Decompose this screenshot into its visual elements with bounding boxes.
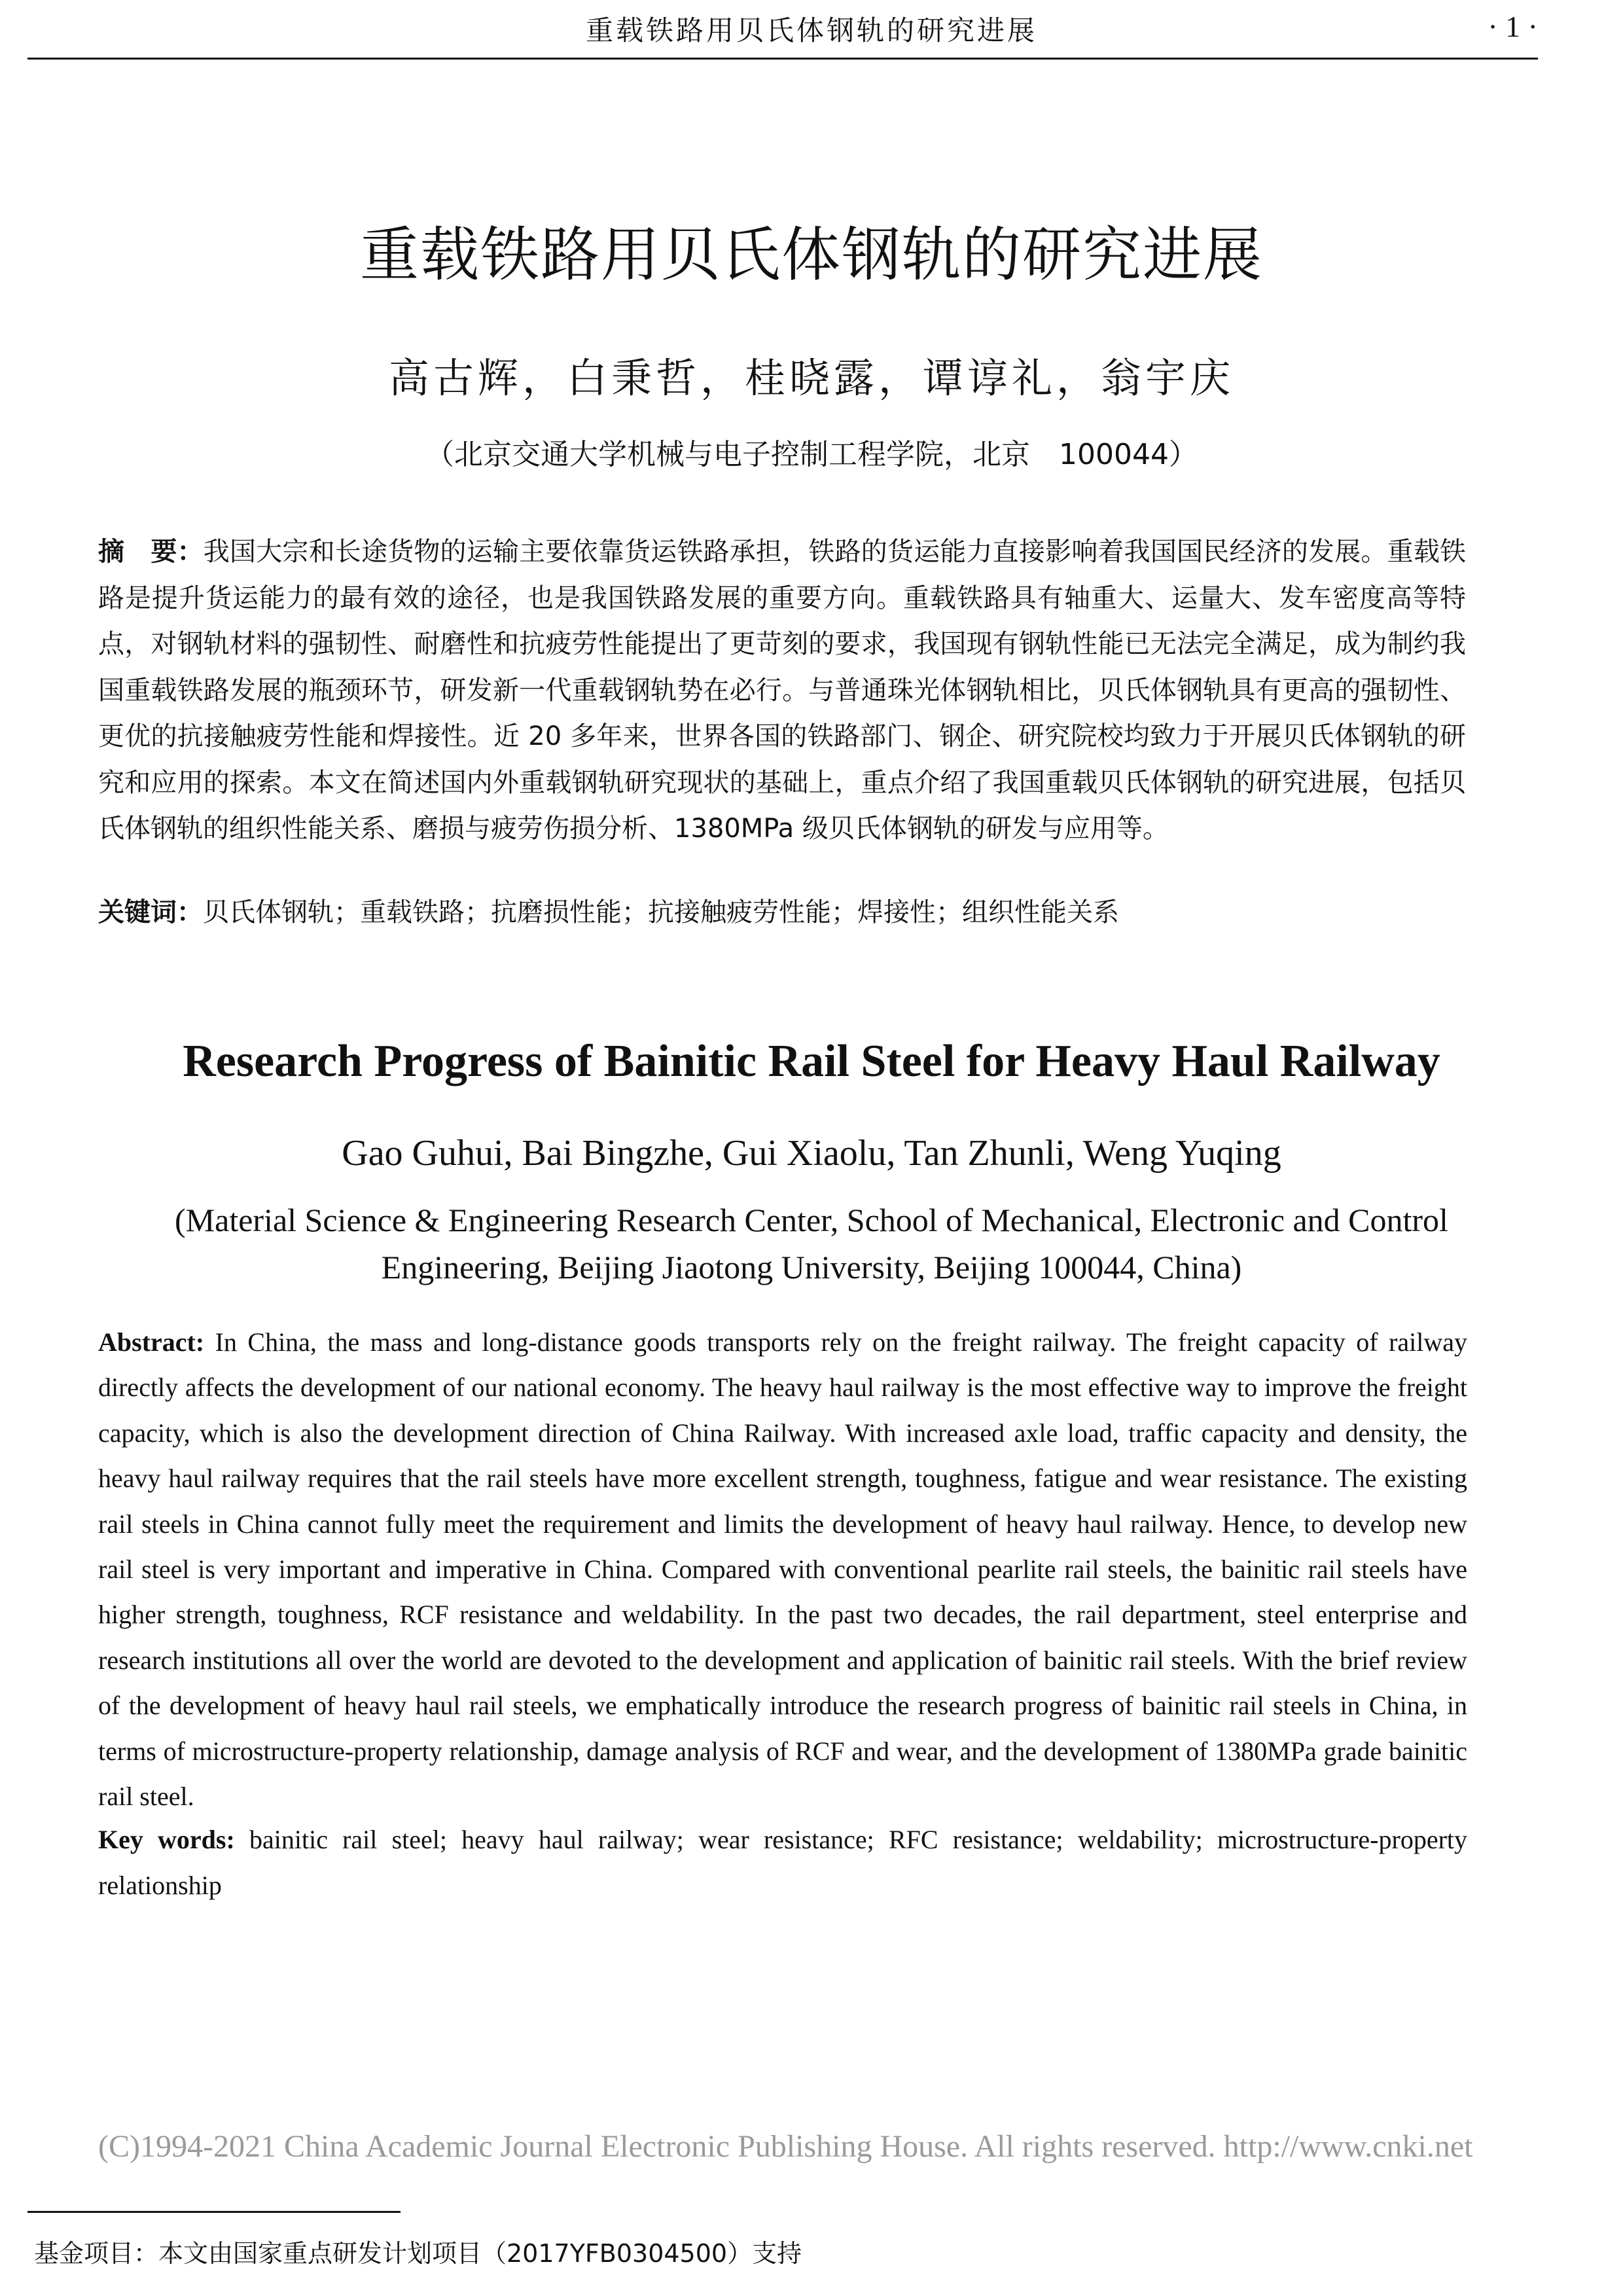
copyright-watermark: (C)1994-2021 China Academic Journal Electronic Publishing House. All rights reserved. http://www.cnki.net	[98, 2129, 1473, 2164]
page-number: · 1 ·	[1488, 10, 1538, 43]
chinese-authors: 高古辉，白秉哲，桂晓露，谭谆礼，翁宇庆	[388, 354, 1234, 402]
chinese-affiliation: （北京交通大学机械与电子控制工程学院，北京 100044）	[425, 438, 1198, 471]
english-title: Research Progress of Bainitic Rail Steel for Heavy Haul Railway	[183, 1036, 1440, 1086]
chinese-keywords-label: 关键词：	[98, 897, 203, 927]
chinese-keywords	[98, 889, 1466, 935]
english-keywords	[98, 1817, 1467, 1909]
english-affiliation: (Material Science & Engineering Research Center, School of Mechanical, Electronic and Control Engineering, Beijing Jiaotong University, Beijing 100044, China)	[175, 1202, 1448, 1285]
english-abstract-label: Abstract:	[98, 1327, 205, 1357]
chinese-abstract-label: 摘 要：	[98, 537, 204, 567]
english-abstract	[98, 1319, 1467, 1819]
chinese-keywords-text: 贝氏体钢轨；重载铁路；抗磨损性能；抗接触疲劳性能；焊接性；组织性能关系	[203, 897, 1119, 927]
english-keywords-label: Key words:	[98, 1825, 235, 1854]
footnote-rule	[27, 2211, 401, 2213]
chinese-title: 重载铁路用贝氏体钢轨的研究进展	[360, 221, 1263, 289]
english-authors: Gao Guhui, Bai Bingzhe, Gui Xiaolu, Tan Zhunli, Weng Yuqing	[342, 1133, 1281, 1174]
english-keywords-text: bainitic rail steel; heavy haul railway; wear resistance; RFC resistance; weldability; microstructure-property relationship	[98, 1825, 1468, 1900]
chinese-abstract-text: 我国大宗和长途货物的运输主要依靠货运铁路承担，铁路的货运能力直接影响着我国国民经济的发展。重载铁路是提升货运能力的最有效的途径，也是我国铁路发展的重要方向。重载铁路具有轴重大、运量大、发车密度高等特点，对钢轨材料的强韧性、耐磨性和抗疲劳性能提出了更苛刻的要求，我国现有钢轨性能已无法完全满足，成为制约我国重载铁路发展的瓶颈环节，研发新一代重载钢轨势在必行。与普通珠光体钢轨相比，贝氏体钢轨具有更高的强韧性、更优的抗接触疲劳性能和焊接性。近 20 多年来，世界各国的铁路部门、钢企、研究院校均致力于开展贝氏体钢轨的研究和应用的探索。本文在简述国内外重载钢轨研究现状的基础上，重点介绍了我国重载贝氏体钢轨的研究进展，包括贝氏体钢轨的组织性能关系、磨损与疲劳伤损分析、1380MPa 级贝氏体钢轨的研发与应用等。	[98, 537, 1467, 844]
english-abstract-text: In China, the mass and long-distance goods transports rely on the freight railway. The freight capacity of railway directly affects the development of our national economy. The heavy haul railway is the most effective way to improve the freight capacity, which is also the development direction of China Railway. With increased axle load, traffic capacity and density, the heavy haul railway requires that the rail steels have more excellent strength, toughness, fatigue and wear resistance. The existing rail steels in China cannot fully meet the requirement and limits the development of heavy haul railway. Hence, to develop new rail steel is very important and imperative in China. Compared with conventional pearlite rail steels, the bainitic rail steels have higher strength, toughness, RCF resistance and weldability. In the past two decades, the rail department, steel enterprise and research institutions all over the world are devoted to the development and application of bainitic rail steels. With the brief review of the development of heavy haul rail steels, we emphatically introduce the research progress of bainitic rail steels in China, in terms of microstructure-property relationship, damage analysis of RCF and wear, and the development of 1380MPa grade bainitic rail steel.	[98, 1327, 1468, 1812]
running-title: 重载铁路用贝氏体钢轨的研究进展	[585, 14, 1037, 46]
running-header	[0, 0, 1623, 60]
header-rule	[27, 58, 1538, 60]
chinese-abstract	[98, 529, 1466, 852]
funding-footnote: 基金项目：本文由国家重点研发计划项目（2017YFB0304500）支持	[34, 2239, 802, 2268]
